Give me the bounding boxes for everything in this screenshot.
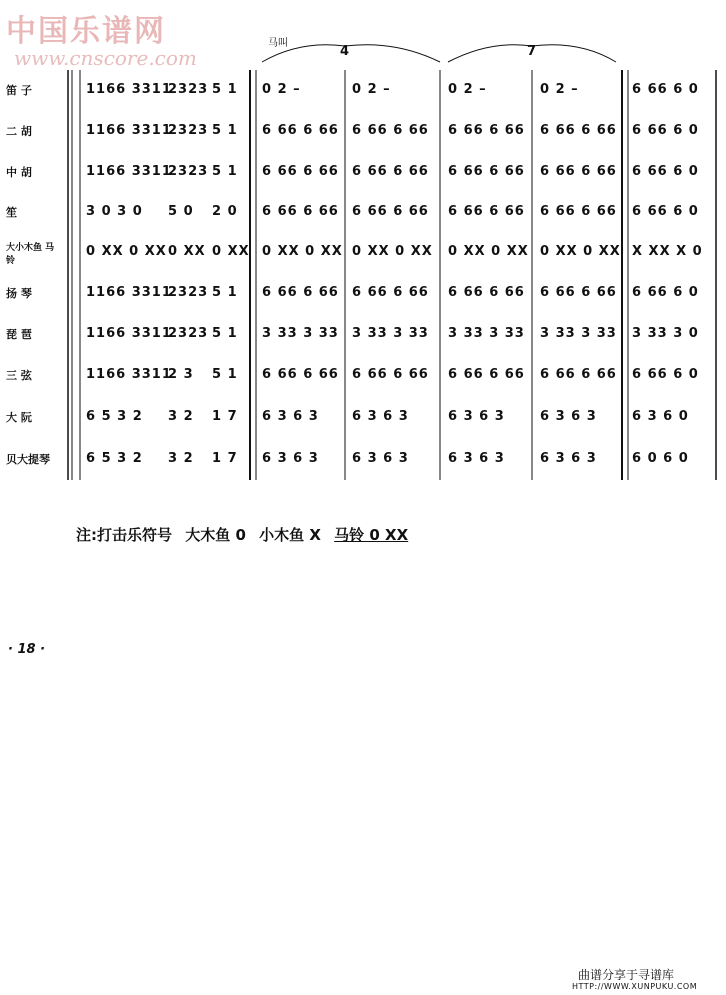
notation-cell: 1166 3311 bbox=[86, 164, 172, 179]
notation-cell: 0 2 – bbox=[262, 82, 301, 97]
notation-cell: 5 1 bbox=[212, 123, 238, 138]
notation-cell: 3 33 3 33 bbox=[448, 326, 525, 341]
notation-cell: 6 3 6 3 bbox=[352, 409, 409, 424]
notation-cell: 6 66 6 66 bbox=[540, 204, 617, 219]
notation-cell: 3 33 3 33 bbox=[262, 326, 339, 341]
watermark-logo: 中国乐谱网 bbox=[6, 14, 166, 49]
notation-cell: 2323 bbox=[168, 285, 209, 300]
footnote-item-maling: 马铃 0 XX bbox=[334, 526, 409, 544]
notation-cell: 5 1 bbox=[212, 82, 238, 97]
notation-cell: 6 66 6 66 bbox=[262, 285, 339, 300]
notation-cell: 1 7 bbox=[212, 409, 238, 424]
credit-url: HTTP://WWW.XUNPUKU.COM bbox=[572, 982, 698, 991]
notation-cell: 6 66 6 0 bbox=[632, 82, 699, 97]
notation-cell: 1166 3311 bbox=[86, 82, 172, 97]
notation-cell: 1166 3311 bbox=[86, 123, 172, 138]
page-number: · 18 · bbox=[8, 642, 46, 657]
notation-cell: 5 1 bbox=[212, 164, 238, 179]
notation-cell: 6 66 6 0 bbox=[632, 367, 699, 382]
tempo-marking: 马叫 bbox=[268, 38, 288, 49]
notation-cell: 6 3 6 3 bbox=[352, 451, 409, 466]
notation-cell: 6 66 6 66 bbox=[352, 204, 429, 219]
notation-cell: 3 2 bbox=[168, 451, 194, 466]
instrument-label: 笛 子 bbox=[6, 84, 32, 97]
notation-cell: 6 66 6 66 bbox=[540, 367, 617, 382]
notation-cell: 6 66 6 66 bbox=[262, 164, 339, 179]
instrument-label: 贝大提琴 bbox=[6, 453, 50, 466]
notation-cell: 0 XX 0 XX bbox=[448, 244, 529, 259]
notation-cell: 3 33 3 33 bbox=[540, 326, 617, 341]
notation-cell: 5 1 bbox=[212, 326, 238, 341]
instrument-label: 三 弦 bbox=[6, 369, 32, 382]
notation-cell: 6 3 6 3 bbox=[448, 451, 505, 466]
footnote bbox=[76, 524, 416, 545]
rehearsal-mark-7: 7 bbox=[527, 44, 537, 59]
notation-cell: X XX X 0 bbox=[632, 244, 703, 259]
notation-cell: 2323 bbox=[168, 326, 209, 341]
notation-cell: 1166 3311 bbox=[86, 326, 172, 341]
notation-cell: 0 XX 0 XX bbox=[352, 244, 433, 259]
rehearsal-mark-4: 4 bbox=[340, 44, 350, 59]
notation-cell: 5 1 bbox=[212, 285, 238, 300]
notation-cell: 0 XX 0 XX bbox=[262, 244, 343, 259]
notation-cell: 3 2 bbox=[168, 409, 194, 424]
notation-cell: 6 66 6 66 bbox=[448, 204, 525, 219]
credit-line: 曲谱分享于寻谱库 bbox=[578, 968, 675, 982]
notation-cell: 5 0 bbox=[168, 204, 194, 219]
notation-cell: 0 XX bbox=[212, 244, 250, 259]
notation-cell: 6 3 6 3 bbox=[262, 451, 319, 466]
notation-cell: 6 66 6 66 bbox=[540, 285, 617, 300]
instrument-label: 笙 bbox=[6, 206, 17, 219]
notation-cell: 5 1 bbox=[212, 367, 238, 382]
instrument-label: 大 阮 bbox=[6, 411, 32, 424]
notation-cell: 0 2 – bbox=[540, 82, 579, 97]
notation-cell: 6 3 6 3 bbox=[540, 409, 597, 424]
notation-cell: 6 66 6 66 bbox=[352, 367, 429, 382]
footnote-title: 注:打击乐符号 bbox=[76, 526, 172, 544]
notation-cell: 3 0 3 0 bbox=[86, 204, 143, 219]
notation-cell: 6 66 6 66 bbox=[262, 123, 339, 138]
watermark-url: www.cnscore.com bbox=[14, 46, 197, 70]
notation-cell: 6 66 6 66 bbox=[540, 164, 617, 179]
notation-cell: 6 66 6 66 bbox=[448, 123, 525, 138]
notation-cell: 6 66 6 66 bbox=[352, 285, 429, 300]
notation-cell: 6 3 6 3 bbox=[262, 409, 319, 424]
notation-cell: 6 3 6 3 bbox=[540, 451, 597, 466]
instrument-label: 二 胡 bbox=[6, 125, 32, 138]
notation-cell: 0 2 – bbox=[352, 82, 391, 97]
notation-cell: 6 0 6 0 bbox=[632, 451, 689, 466]
notation-cell: 2 0 bbox=[212, 204, 238, 219]
notation-cell: 3 33 3 33 bbox=[352, 326, 429, 341]
instrument-label: 琵 琶 bbox=[6, 328, 32, 341]
notation-cell: 0 XX 0 XX bbox=[86, 244, 167, 259]
notation-cell: 6 66 6 66 bbox=[352, 123, 429, 138]
notation-cell: 2323 bbox=[168, 123, 209, 138]
instrument-label: 中 胡 bbox=[6, 166, 32, 179]
notation-cell: 6 66 6 66 bbox=[262, 367, 339, 382]
notation-cell: 6 66 6 66 bbox=[540, 123, 617, 138]
notation-cell: 6 66 6 0 bbox=[632, 123, 699, 138]
notation-cell: 6 5 3 2 bbox=[86, 409, 143, 424]
notation-cell: 0 2 – bbox=[448, 82, 487, 97]
notation-cell: 3 33 3 0 bbox=[632, 326, 699, 341]
notation-cell: 0 XX bbox=[168, 244, 206, 259]
notation-cell: 1166 3311 bbox=[86, 285, 172, 300]
notation-cell: 1 7 bbox=[212, 451, 238, 466]
notation-cell: 6 3 6 3 bbox=[448, 409, 505, 424]
notation-cell: 6 66 6 0 bbox=[632, 164, 699, 179]
footnote-item-xiao-muyu: 小木鱼 X bbox=[259, 526, 321, 544]
notation-cell: 6 66 6 0 bbox=[632, 204, 699, 219]
instrument-label: 大小木鱼 马 铃 bbox=[6, 243, 55, 266]
notation-cell: 6 3 6 0 bbox=[632, 409, 689, 424]
notation-cell: 6 66 6 66 bbox=[448, 285, 525, 300]
notation-cell: 2323 bbox=[168, 82, 209, 97]
instrument-label: 扬 琴 bbox=[6, 287, 32, 300]
notation-cell: 6 66 6 66 bbox=[262, 204, 339, 219]
notation-cell: 6 5 3 2 bbox=[86, 451, 143, 466]
footnote-item-da-muyu: 大木鱼 0 bbox=[185, 526, 246, 544]
notation-cell: 2 3 bbox=[168, 367, 194, 382]
notation-cell: 2323 bbox=[168, 164, 209, 179]
notation-cell: 6 66 6 66 bbox=[448, 367, 525, 382]
notation-cell: 6 66 6 66 bbox=[448, 164, 525, 179]
notation-cell: 6 66 6 66 bbox=[352, 164, 429, 179]
notation-cell: 6 66 6 0 bbox=[632, 285, 699, 300]
notation-cell: 1166 3311 bbox=[86, 367, 172, 382]
notation-cell: 0 XX 0 XX bbox=[540, 244, 621, 259]
